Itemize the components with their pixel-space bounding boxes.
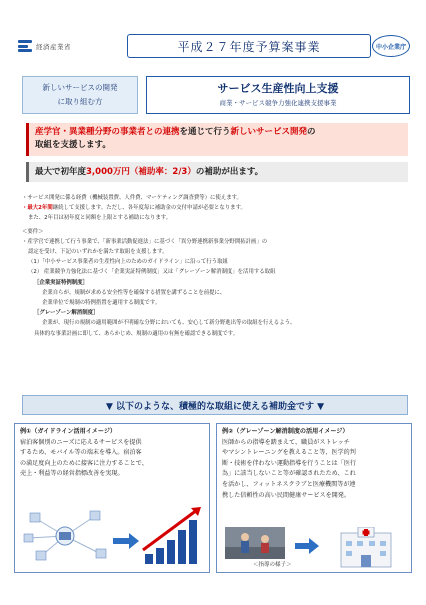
- example-1-text: [20, 427, 204, 480]
- special-demo-heading: ［企業実証特例制度］: [34, 279, 88, 286]
- example-1-box: [14, 423, 210, 573]
- example-2-line: 断・技術を伴わない運動指導を行うことは「医行: [222, 459, 357, 467]
- detail-bullet-2-rest: 継続して支援します。ただし、各年度毎に補助金の交付申請が必要となります。: [52, 205, 246, 212]
- lead-line2: 取組を支援します。: [35, 140, 111, 150]
- gray-zone-line-2: 具体的な事業計画に即して、あらかじめ、規制の適用の有無を確認できる制度です。: [34, 330, 239, 337]
- condition-2: （2） 産業競争力強化法に基づく「企業実証特例制度」又は「グレーゾーン解消制度」を活用する取組: [28, 269, 276, 276]
- logo-text: 経済産業省: [36, 42, 71, 51]
- meti-logo: [18, 40, 71, 52]
- example-1-line: の満足度向上のために接客に注力することで、: [20, 459, 148, 467]
- subsidy-suffix: の補助が出ます。: [195, 167, 264, 177]
- lead-part4: の: [307, 127, 316, 137]
- detail-bullet-2: [22, 203, 408, 213]
- lead-part3: 新しいサービス開発: [230, 127, 308, 137]
- example-2-line: を活かし、フィットネスクラブと医療機関等が連: [222, 480, 356, 488]
- topic-row: [22, 76, 410, 114]
- requirements-heading: ＜要件＞: [22, 228, 44, 235]
- example-1-line: するため、モバイル等の端末を導入。宿泊客: [20, 449, 142, 457]
- gray-zone-line-1: 企業が、現行の規制の適用範囲が不明確な分野においても、安心して新分野進出等の取組を行えるよう、: [42, 320, 296, 327]
- program-title-box: [146, 76, 410, 114]
- example-1-title: 例①（ガイドライン活用イメージ）: [20, 428, 117, 435]
- example-1-illustration: [21, 504, 205, 568]
- example-2-text: [222, 427, 406, 501]
- special-demo-line-1: 企業自らが、規制が求める安全性等を確保する措置を講ずることを前提に、: [42, 289, 226, 296]
- example-2-line: 携した信頼性の高い民間健康サービスを開発。: [222, 491, 350, 499]
- requirement-line-2: 認定を受け、下記のいずれかを満たす取組を支援します。: [28, 249, 168, 256]
- details-section: [22, 193, 408, 339]
- requirement-line-1: ・産学官で連携して行う事業で、「新事業活動促進法」に基づく「異分野連携新事業分野開拓計画」の: [22, 238, 268, 245]
- page-title: 平成２７年度予算案事業: [127, 34, 371, 58]
- example-1-line: 売上・利益等の経営指標改善を実現。: [20, 470, 124, 478]
- target-audience-box: [22, 76, 138, 114]
- lead-part1: 産学官・異業種分野の事業者との連携: [35, 127, 180, 137]
- header: [14, 34, 412, 58]
- program-subtitle: 商業・サービス競争力強化連携支援事業: [219, 99, 337, 107]
- sme-agency-badge: 中小企業庁: [372, 35, 410, 57]
- arrow-right-icon: [113, 533, 139, 549]
- detail-bullet-1: ・サービス開発に係る経費（機械装置費、人件費、マーケティング調査費等）に使えます。: [22, 195, 242, 201]
- growth-bars-illustration: [143, 507, 201, 564]
- network-illustration: [24, 511, 106, 560]
- gray-zone-heading: ［グレーゾーン解消制度］: [34, 310, 99, 317]
- subsidy-prefix: 最大で初年度: [35, 167, 87, 177]
- special-demo-line-2: 企業単位で規制の特例措置を適用する制度です。: [42, 300, 161, 307]
- target-audience-line1: 新しいサービスの開発: [42, 83, 118, 92]
- examples-banner: ▼ 以下のような、積極的な取組に使える補助金です ▼: [22, 395, 408, 415]
- photo-caption: ＜指導の様子＞: [253, 562, 292, 568]
- lead-part2: を通じて行う: [179, 127, 231, 137]
- example-2-line: やマシントレーニングを教えること等、医学的判: [222, 449, 356, 457]
- meti-logo-icon: [18, 40, 32, 52]
- condition-1: （1）「中小サービス事業者の生産性向上のためのガイドライン」に沿って行う取組: [28, 259, 228, 266]
- hospital-icon: [341, 527, 391, 567]
- program-title: サービス生産性向上支援: [217, 82, 339, 95]
- example-2-line: 為」に該当しないこと等が確認されたため、これ: [222, 470, 356, 478]
- arrow-right-icon: [295, 538, 319, 554]
- target-audience-line2: に取り組む方: [57, 97, 103, 106]
- lead-statement: [26, 123, 408, 156]
- example-2-line: 医師からの指導を踏まえて、職員がストレッチ: [222, 438, 350, 446]
- example-2-title: 例②（グレーゾーン解消制度の活用イメージ）: [222, 428, 349, 435]
- subsidy-statement: [26, 162, 408, 182]
- example-1-line: 宿泊客個別のニーズに応えるサービスを提供: [20, 438, 142, 446]
- fitness-photo: [225, 527, 285, 559]
- detail-bullet-3: また、2年目は初年度と同額を上限とする補助になります。: [28, 215, 172, 222]
- example-2-box: [216, 423, 412, 573]
- subsidy-amount: 3,000万円（補助率：2/3）: [86, 167, 196, 177]
- detail-bullet-2-highlight: ・最大2年間: [22, 205, 53, 212]
